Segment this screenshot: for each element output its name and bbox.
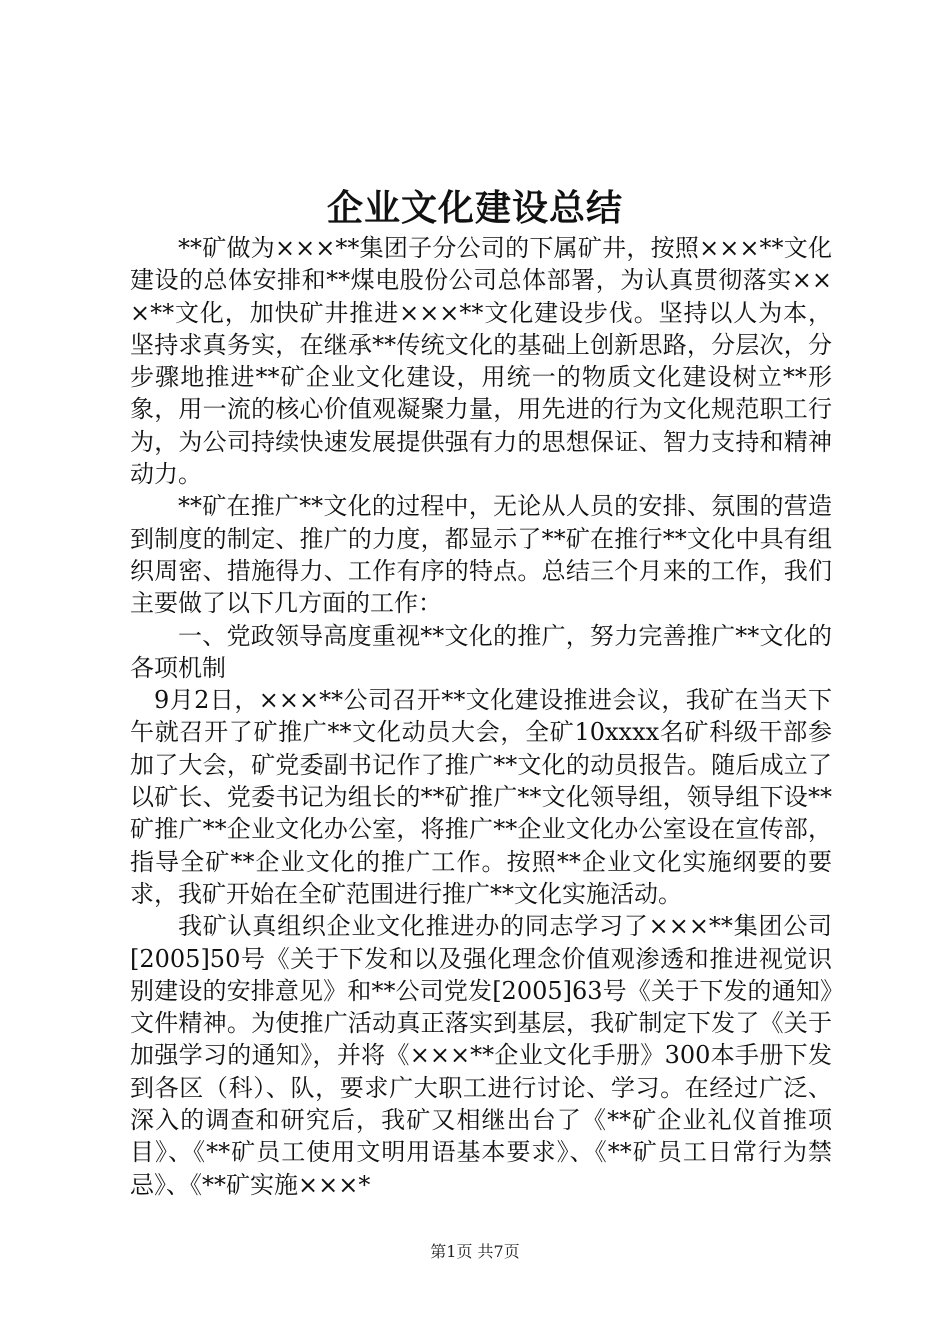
document-title: 企业文化建设总结: [326, 187, 623, 229]
section-heading-1: 一、党政领导高度重视**文化的推广，努力完善推广**文化的各项机制: [130, 621, 832, 682]
paragraph-overview: **矿在推广**文化的过程中，无论从人员的安排、氛围的营造到制度的制定、推广的力度，都显示了**矿在推行**文化中具有组织周密、措施得力、工作有序的特点。总结三个月来的工作，我们主要做了以下几方面的工作：: [130, 492, 832, 618]
page-number: 第1页 共7页: [430, 1242, 520, 1261]
document-body: [130, 232, 832, 1201]
paragraph-intro: **矿做为×××**集团子分公司的下属矿井，按照×××**文化建设的总体安排和**煤电股份公司总体部署，为认真贯彻落实×××**文化，加快矿井推进×××**文化建设步伐。坚持以人为本，坚持求真务实，在继承**传统文化的基础上创新思路，分层次，分步骤地推进**矿企业文化建设，用统一的物质文化建设树立**形象，用一流的核心价值观凝聚力量，用先进的行为文化规范职工行为，为公司持续快速发展提供强有力的思想保证、智力支持和精神动力。: [130, 234, 832, 489]
paragraph-meeting: 9月2日，×××**公司召开**文化建设推进会议，我矿在当天下午就召开了矿推广**文化动员大会，全矿10xxxx名矿科级干部参加了大会，矿党委副书记作了推广**文化的动员报告。随后成立了以矿长、党委书记为组长的**矿推广**文化领导组，领导组下设**矿推广**企业文化办公室，将推广**企业文化办公室设在宣传部，指导全矿**企业文化的推广工作。按照**企业文化实施纲要的要求，我矿开始在全矿范围进行推广**文化实施活动。: [130, 686, 832, 908]
paragraph-study: 我矿认真组织企业文化推进办的同志学习了×××**集团公司[2005]50号《关于下发和以及强化理念价值观渗透和推进视觉识别建设的安排意见》和**公司党发[2005]63号《关于下发的通知》文件精神。为使推广活动真正落实到基层，我矿制定下发了《关于加强学习的通知》，并将《×××**企业文化手册》300本手册下发到各区（科）、队，要求广大职工进行讨论、学习。在经过广泛、深入的调查和研究后，我矿又相继出台了《**矿企业礼仪首推项目》、《**矿员工使用文明用语基本要求》、《**矿员工日常行为禁忌》、《**矿实施×××*: [130, 912, 832, 1199]
